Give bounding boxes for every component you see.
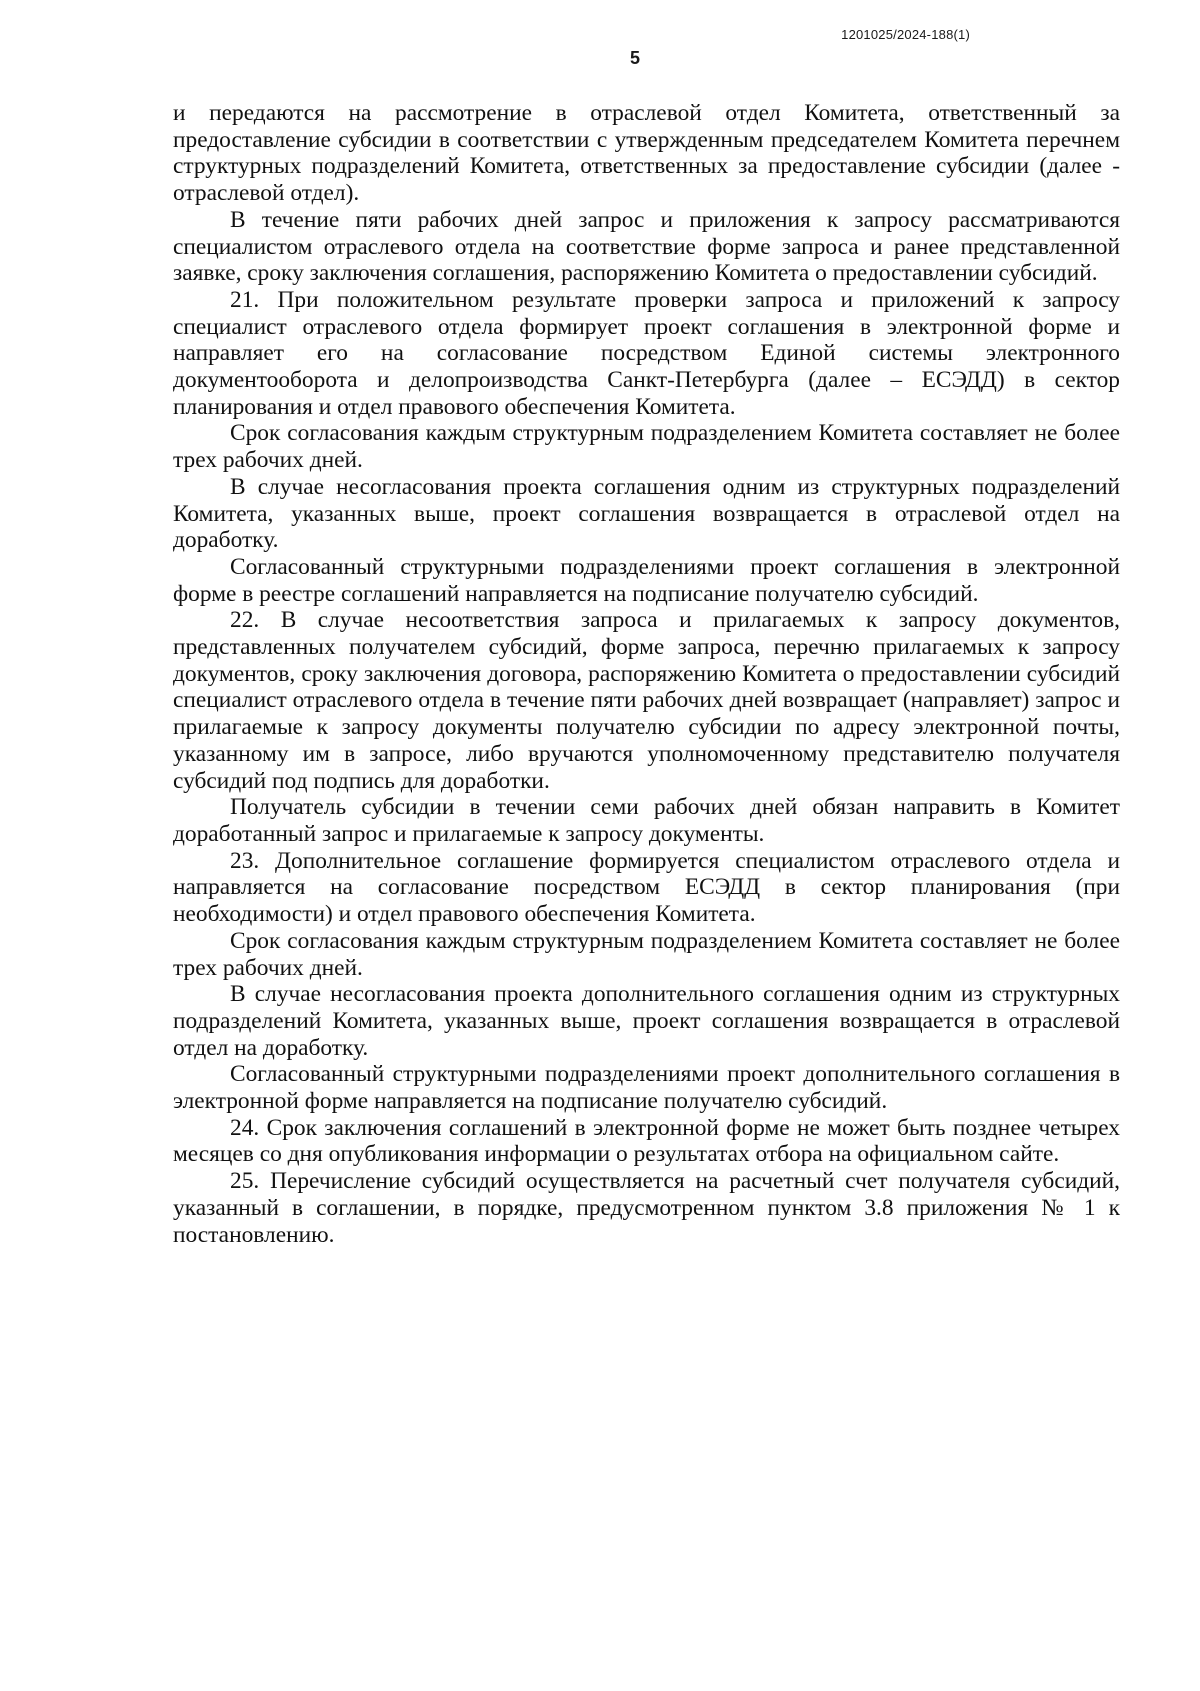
paragraph-clause-25: 25. Перечисление субсидий осуществляется на расчетный счет получателя субсидий, указанный в соглашении, в порядке, предусмотренном пунктом 3.8 приложения № 1 к постановлению. (173, 1168, 1120, 1248)
page-number: 5 (629, 48, 640, 68)
paragraph: Получатель субсидии в течении семи рабочих дней обязан направить в Комитет доработанный запрос и прилагаемые к запросу документы. (173, 794, 1120, 847)
document-body (173, 100, 1120, 1248)
paragraph: Согласованный структурными подразделениями проект соглашения в электронной форме в реестре соглашений направляется на подписание получателю субсидий. (173, 553, 1120, 607)
paragraph-clause-21: 21. При положительном результате проверки запроса и приложений к запросу специалист отраслевого отдела формирует проект соглашения в электронной форме и направляет его на согласование посредством Единой системы электронного документооборота и делопроизводства Санкт-Петербурга (далее – ЕСЭДД) в сектор планирования и отдел правового обеспечения Комитета. (173, 286, 1120, 420)
paragraph: Срок согласования каждым структурным подразделением Комитета составляет не более трех рабочих дней. (173, 927, 1120, 981)
paragraph: В случае несогласования проекта соглашения одним из структурных подразделений Комитета, указанных выше, проект соглашения возвращается в отраслевой отдел на доработку. (173, 473, 1120, 554)
paragraph: Срок согласования каждым структурным подразделением Комитета составляет не более трех рабочих дней. (173, 420, 1120, 474)
paragraph-continuation: и передаются на рассмотрение в отраслевой отдел Комитета, ответственный за предоставление субсидии в соответствии с утвержденным председателем Комитета перечнем структурных подразделений Комитета, ответственных за предоставление субсидии (далее - отраслевой отдел). (173, 100, 1120, 207)
paragraph: В течение пяти рабочих дней запрос и приложения к запросу рассматриваются специалистом отраслевого отдела на соответствие форме запроса и ранее представленной заявке, сроку заключения соглашения, распоряжению Комитета о предоставлении субсидий. (173, 206, 1120, 287)
paragraph-clause-22: 22. В случае несоответствия запроса и прилагаемых к запросу документов, представленных получателем субсидий, форме запроса, перечню прилагаемых к запросу документов, сроку заключения договора, распоряжению Комитета о предоставлении субсидий специалист отраслевого отдела в течение пяти рабочих дней возвращает (направляет) запрос и прилагаемые к запросу документы получателю субсидии по адресу электронной почты, указанному им в запросе, либо вручаются уполномоченному представителю получателя субсидий под подпись для доработки. (173, 607, 1120, 794)
paragraph: Согласованный структурными подразделениями проект дополнительного соглашения в электронной форме направляется на подписание получателю субсидий. (173, 1061, 1120, 1115)
paragraph-clause-23: 23. Дополнительное соглашение формируется специалистом отраслевого отдела и направляется на согласование посредством ЕСЭДД в сектор планирования (при необходимости) и отдел правового обеспечения Комитета. (173, 847, 1120, 928)
paragraph: В случае несогласования проекта дополнительного соглашения одним из структурных подразделений Комитета, указанных выше, проект соглашения возвращается в отраслевой отдел на доработку. (173, 981, 1120, 1061)
paragraph-clause-24: 24. Срок заключения соглашений в электронной форме не может быть позднее четырех месяцев со дня опубликования информации о результатах отбора на официальном сайте. (173, 1114, 1120, 1168)
document-number: 1201025/2024-188(1) (841, 27, 970, 42)
